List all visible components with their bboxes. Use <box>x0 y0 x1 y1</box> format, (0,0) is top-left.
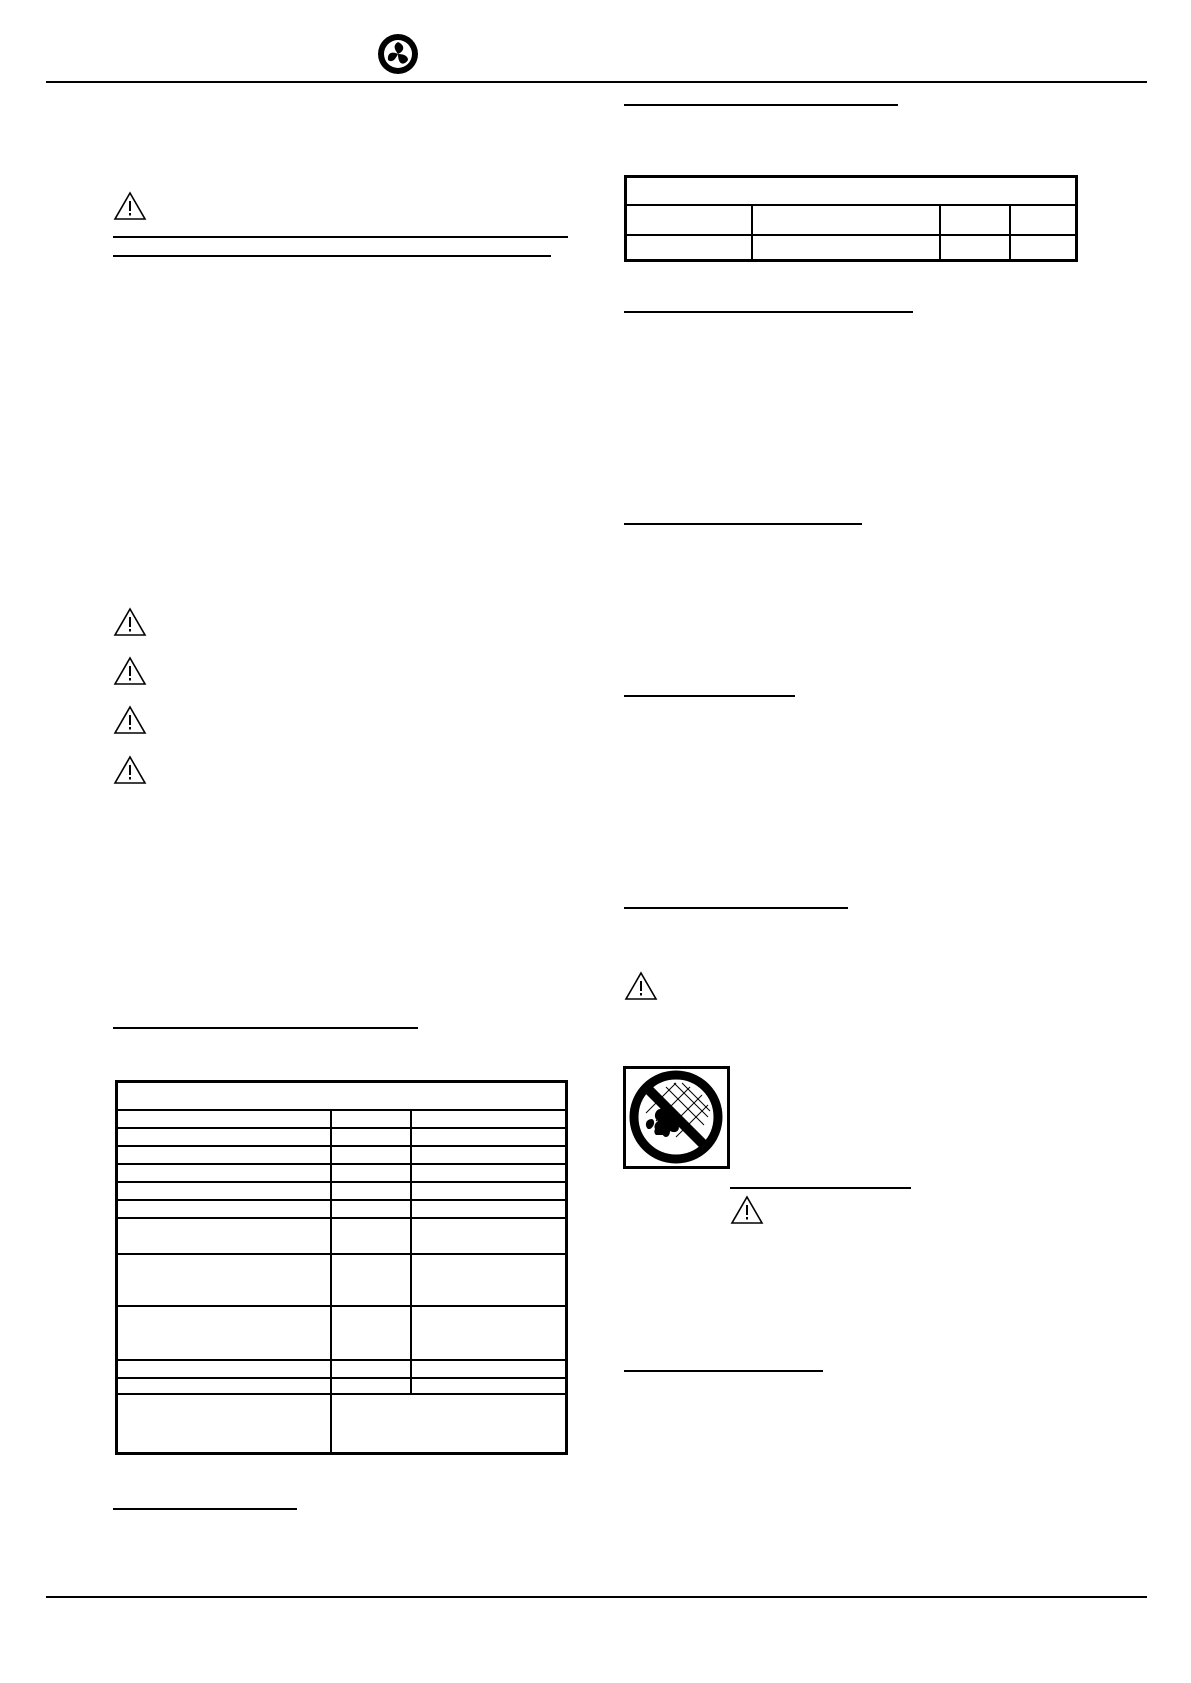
table-cell <box>411 1128 567 1146</box>
table-cell <box>117 1200 332 1218</box>
warning-triangle-icon <box>113 191 147 221</box>
table-cell <box>331 1146 411 1164</box>
table-cell <box>117 1164 332 1182</box>
table-header-cell <box>117 1082 567 1110</box>
warning-triangle-icon <box>113 656 147 686</box>
table-cell <box>117 1182 332 1200</box>
table-cell <box>411 1146 567 1164</box>
table-cell <box>117 1128 332 1146</box>
table-cell <box>331 1182 411 1200</box>
top-table <box>624 175 1078 262</box>
spec-table <box>115 1080 568 1455</box>
section-underline <box>730 1187 911 1189</box>
header-rule <box>46 81 1147 83</box>
table-cell <box>331 1254 411 1306</box>
table-cell <box>411 1218 567 1254</box>
section-underline <box>113 236 568 238</box>
table-cell <box>411 1200 567 1218</box>
table-cell <box>331 1218 411 1254</box>
table-cell <box>626 205 753 235</box>
footer-rule <box>46 1596 1147 1598</box>
section-underline <box>624 1370 823 1372</box>
warning-triangle-icon <box>113 607 147 637</box>
table-header-cell <box>626 177 1077 205</box>
table-cell <box>117 1306 332 1360</box>
table-cell <box>940 205 1010 235</box>
fan-logo-icon <box>377 33 419 75</box>
section-underline <box>624 311 913 313</box>
table-cell <box>1010 235 1077 261</box>
table-cell <box>752 235 940 261</box>
warning-triangle-icon <box>730 1195 764 1225</box>
table-cell <box>117 1110 332 1128</box>
table-cell <box>331 1164 411 1182</box>
section-underline <box>113 1508 297 1510</box>
table-cell <box>411 1254 567 1306</box>
warning-triangle-icon <box>113 705 147 735</box>
table-cell <box>117 1146 332 1164</box>
table-cell <box>117 1378 332 1394</box>
section-underline <box>624 523 862 525</box>
table-cell <box>331 1128 411 1146</box>
table-cell <box>331 1200 411 1218</box>
table-cell <box>331 1378 411 1394</box>
table-cell <box>940 235 1010 261</box>
section-underline <box>624 104 898 106</box>
table-cell <box>411 1182 567 1200</box>
no-contact-prohibition-icon <box>623 1066 730 1169</box>
table-cell <box>117 1394 332 1454</box>
table-cell <box>117 1360 332 1378</box>
table-cell <box>331 1394 567 1454</box>
table-cell <box>331 1360 411 1378</box>
table-cell <box>117 1218 332 1254</box>
section-underline <box>113 1027 418 1029</box>
section-underline <box>113 255 551 257</box>
table-cell <box>752 205 940 235</box>
warning-triangle-icon <box>624 971 658 1001</box>
section-underline <box>624 907 848 909</box>
table-cell <box>1010 205 1077 235</box>
table-cell <box>411 1306 567 1360</box>
table-cell <box>117 1254 332 1306</box>
table-cell <box>626 235 753 261</box>
table-cell <box>331 1306 411 1360</box>
table-cell <box>411 1378 567 1394</box>
table-cell <box>411 1110 567 1128</box>
section-underline <box>624 695 795 697</box>
table-cell <box>331 1110 411 1128</box>
table-cell <box>411 1360 567 1378</box>
table-cell <box>411 1164 567 1182</box>
warning-triangle-icon <box>113 755 147 785</box>
